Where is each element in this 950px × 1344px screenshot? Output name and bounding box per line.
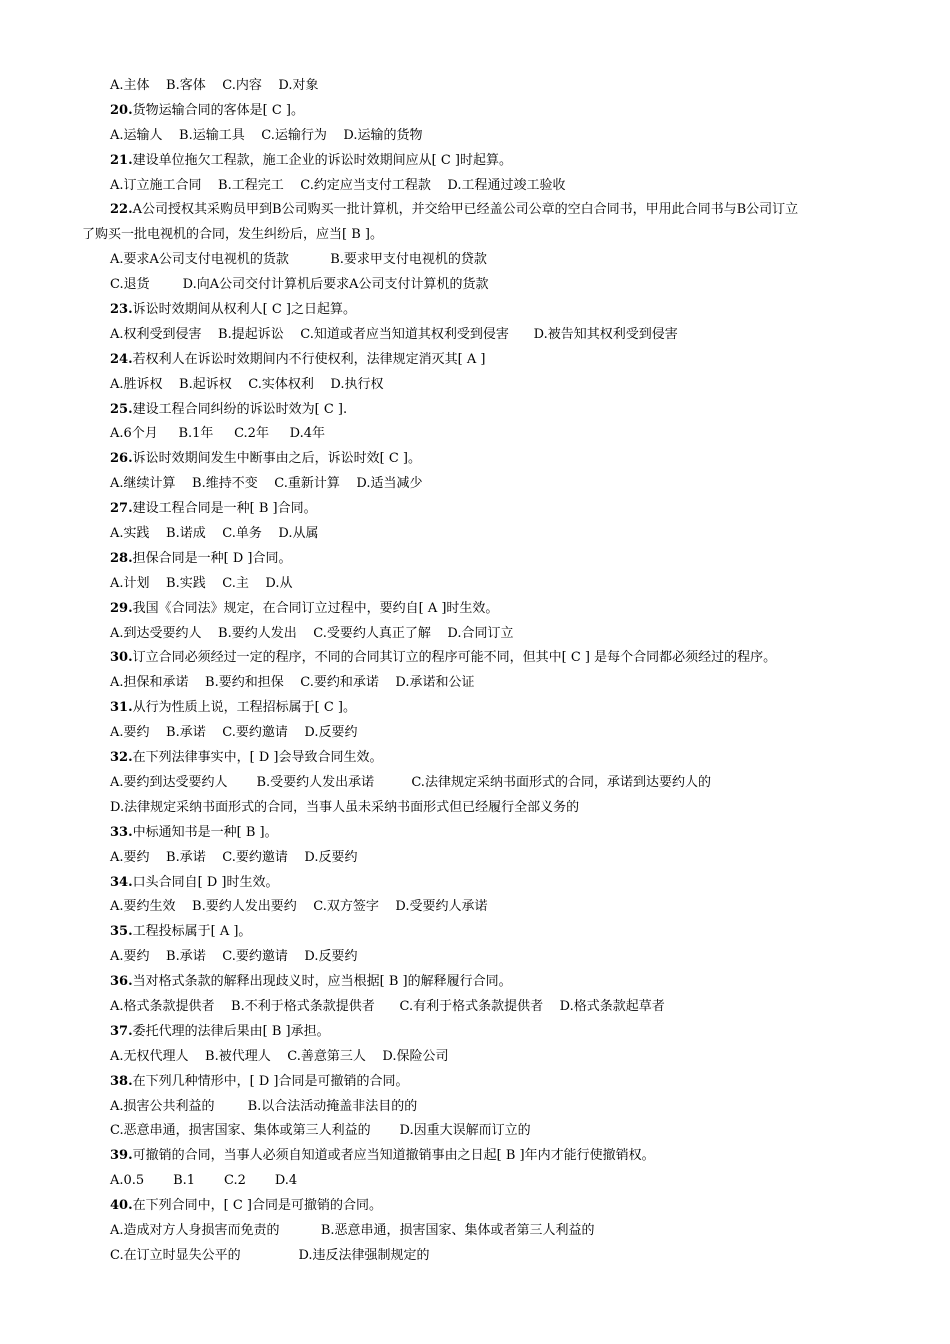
question-stem: 36.当对格式条款的解释出现歧义时，应当根据[ B ]的解释履行合同。 [110,974,512,990]
question-stem-continuation: 了购买一批电视机的合同，发生纠纷后，应当[ B ]。 [82,227,383,243]
answer-options: A.主体 B.客体 C.内容 D.对象 [110,78,319,93]
answer-options: A.要约 B.承诺 C.要约邀请 D.反要约 [110,949,358,965]
question-number: 40. [110,1198,133,1214]
question-stem: 30.订立合同必须经过一定的程序，不同的合同其订立的程序可能不同，但其中[ C ] 是每个合同都必须经过的程序。 [110,650,777,666]
question-stem: 28.担保合同是一种[ D ]合同。 [110,550,292,566]
answer-options: A.继续计算 B.维持不变 C.重新计算 D.适当减少 [110,476,423,492]
question-number: 26. [110,451,133,467]
answer-options: A.到达受要约人 B.要约人发出 C.受要约人真正了解 D.合同订立 [110,625,514,641]
question-number: 33. [110,824,133,840]
question-number: 37. [110,1023,133,1039]
answer-options: A.要求A公司支付电视机的货款 B.要求甲支付电视机的贷款 [110,252,487,268]
document-page [0,74,950,1269]
answer-options: A.0.5 B.1 C.2 D.4 [110,1173,298,1189]
question-number: 36. [110,974,133,990]
question-stem: 32.在下列法律事实中，[ D ]会导致合同生效。 [110,750,383,766]
question-number: 28. [110,550,133,566]
answer-options: A.要约 B.承诺 C.要约邀请 D.反要约 [110,849,358,865]
question-number: 32. [110,750,133,766]
question-stem: 34.口头合同自[ D ]时生效。 [110,874,279,890]
question-stem: 29.我国《合同法》规定，在合同订立过程中，要约自[ A ]时生效。 [110,600,499,616]
answer-options: A.要约生效 B.要约人发出要约 C.双方签字 D.受要约人承诺 [110,899,488,915]
question-number: 31. [110,700,133,716]
question-number: 25. [110,401,133,417]
question-number: 30. [110,650,133,666]
answer-options: A.6个月 B.1年 C.2年 D.4年 [110,426,325,442]
question-stem: 39.可撤销的合同，当事人必须自知道或者应当知道撤销事由之日起[ B ]年内才能行使撤销权。 [110,1148,655,1164]
question-stem: 40.在下列合同中，[ C ]合同是可撤销的合同。 [110,1198,382,1214]
question-number: 29. [110,600,133,616]
answer-options: A.实践 B.诺成 C.单务 D.从属 [110,526,319,542]
answer-options: A.胜诉权 B.起诉权 C.实体权利 D.执行权 [110,376,384,392]
question-number: 20. [110,102,133,118]
answer-options: A.无权代理人 B.被代理人 C.善意第三人 D.保险公司 [110,1048,449,1064]
answer-options: C.在订立时显失公平的 D.违反法律强制规定的 [110,1247,430,1263]
answer-options: A.要约 B.承诺 C.要约邀请 D.反要约 [110,725,358,741]
question-stem: 24.若权利人在诉讼时效期间内不行使权利，法律规定消灭其[ A ] [110,351,486,367]
question-number: 21. [110,152,133,168]
question-stem: 27.建设工程合同是一种[ B ]合同。 [110,501,317,517]
question-stem: 25.建设工程合同纠纷的诉讼时效为[ C ]. [110,401,348,417]
answer-options: D.法律规定采纳书面形式的合同，当事人虽未采纳书面形式但已经履行全部义务的 [110,799,580,815]
question-stem: 31.从行为性质上说，工程招标属于[ C ]。 [110,700,356,716]
question-number: 35. [110,924,133,940]
answer-options: A.损害公共利益的 B.以合法活动掩盖非法目的的 [110,1098,418,1114]
question-stem: 37.委托代理的法律后果由[ B ]承担。 [110,1023,330,1039]
question-number: 22. [110,202,133,218]
answer-options: A.要约到达受要约人 B.受要约人发出承诺 C.法律规定采纳书面形式的合同，承诺到达要约人的 [110,774,711,790]
question-stem: 35.工程投标属于[ A ]。 [110,924,252,940]
question-number: 39. [110,1148,133,1164]
answer-options: A.担保和承诺 B.要约和担保 C.要约和承诺 D.承诺和公证 [110,675,475,691]
question-stem: 38.在下列几种情形中，[ D ]合同是可撤销的合同。 [110,1073,409,1089]
answer-options: A.格式条款提供者 B.不利于格式条款提供者 C.有利于格式条款提供者 D.格式条款起草者 [110,998,665,1014]
answer-options: A.权利受到侵害 B.提起诉讼 C.知道或者应当知道其权利受到侵害 D.被告知其权利受到侵害 [110,326,678,342]
answer-options: A.订立施工合同 B.工程完工 C.约定应当支付工程款 D.工程通过竣工验收 [110,177,566,193]
question-number: 38. [110,1073,133,1089]
answer-options: A.造成对方人身损害而免责的 B.恶意串通，损害国家、集体或者第三人利益的 [110,1222,595,1238]
answer-options: C.退货 D.向A公司交付计算机后要求A公司支付计算机的货款 [110,277,489,293]
answer-options: A.运输人 B.运输工具 C.运输行为 D.运输的货物 [110,127,423,143]
question-number: 23. [110,302,133,318]
question-stem: 21.建设单位拖欠工程款，施工企业的诉讼时效期间应从[ C ]时起算。 [110,152,512,168]
question-number: 34. [110,874,133,890]
question-stem: 20.货物运输合同的客体是[ C ]。 [110,102,304,118]
answer-options: A.计划 B.实践 C.主 D.从 [110,575,293,591]
question-stem: 23.诉讼时效期间从权利人[ C ]之日起算。 [110,302,356,318]
question-number: 27. [110,501,133,517]
question-stem: 22.A公司授权其采购员甲到B公司购买一批计算机，并交给甲已经盖公司公章的空白合同书，甲用此合同书与B公司订立 [110,202,799,218]
question-stem: 33.中标通知书是一种[ B ]。 [110,824,278,840]
answer-options: C.恶意串通，损害国家、集体或第三人利益的 D.因重大误解而订立的 [110,1123,531,1139]
question-stem: 26.诉讼时效期间发生中断事由之后，诉讼时效[ C ]。 [110,451,421,467]
question-number: 24. [110,351,133,367]
